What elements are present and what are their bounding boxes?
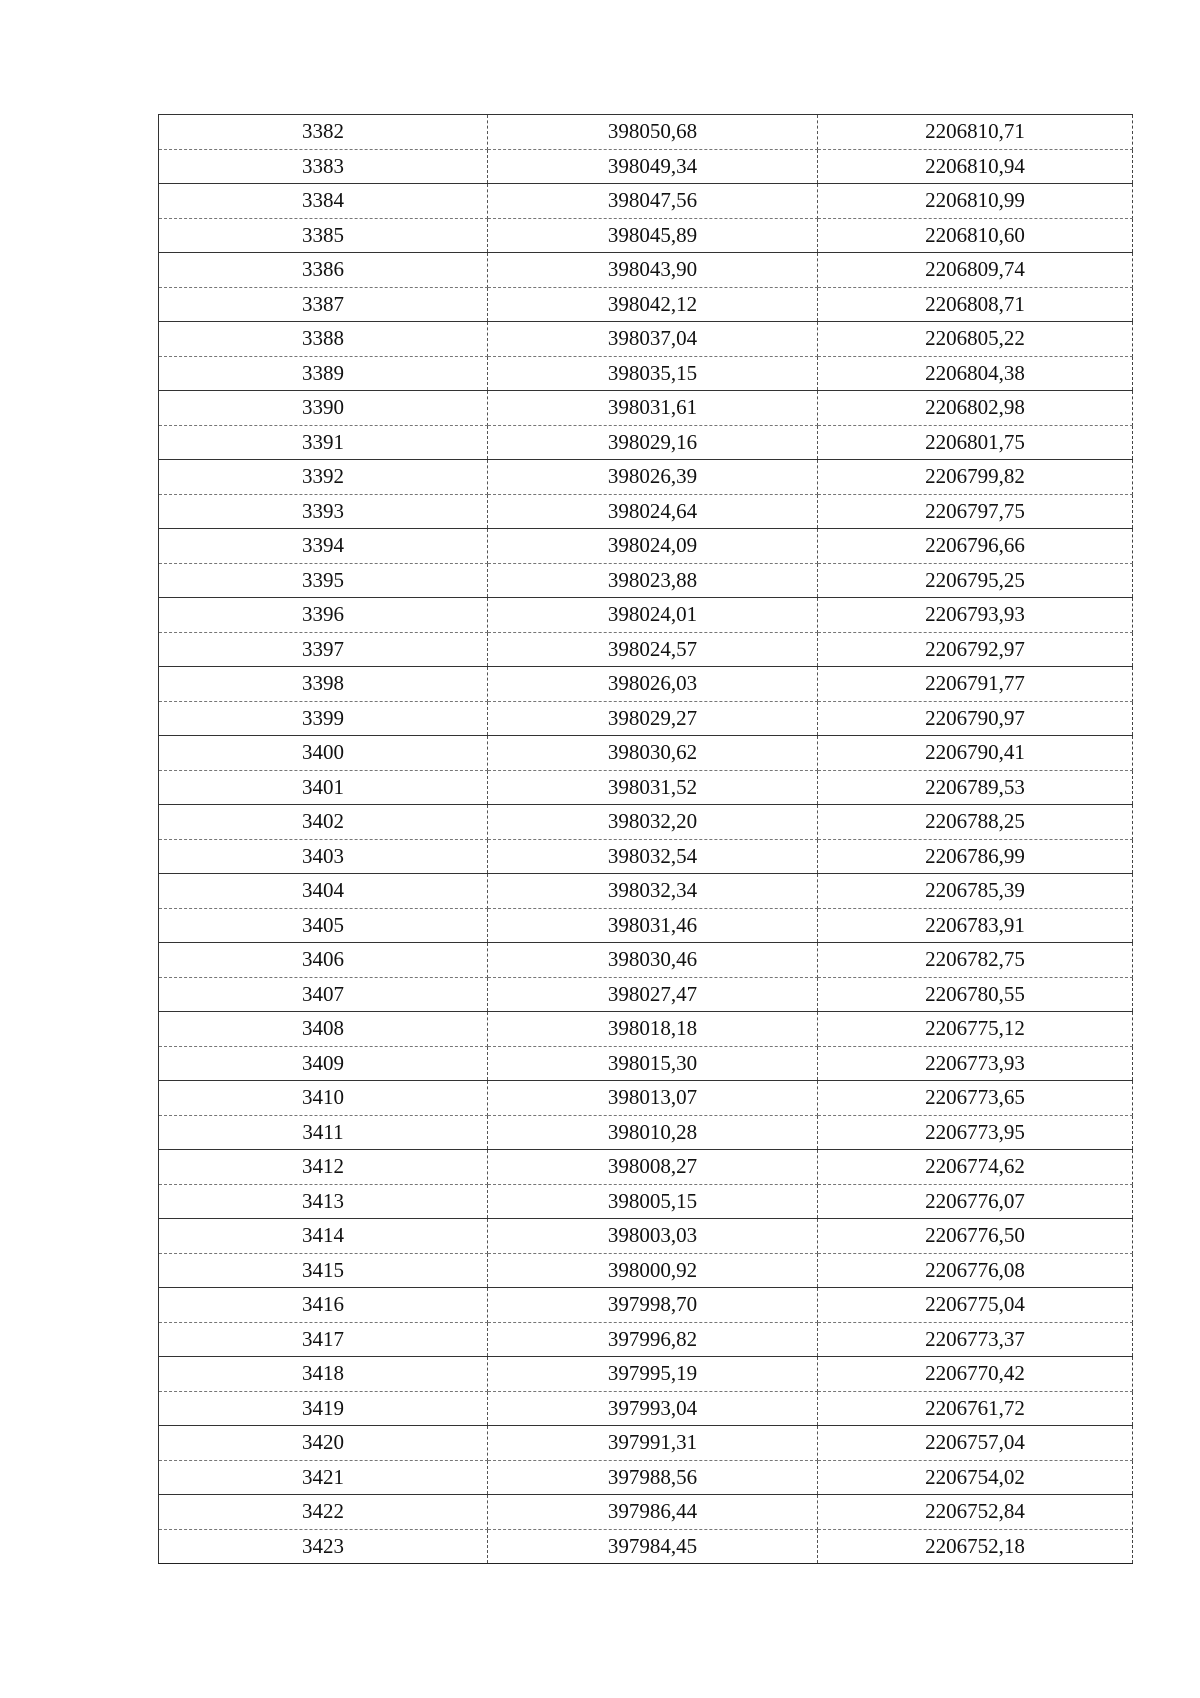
y-coordinate-cell: 2206793,93 [818,598,1133,633]
table-row [159,218,1133,253]
x-coordinate-cell: 398031,46 [488,908,818,943]
point-number-cell: 3421 [159,1460,488,1495]
x-coordinate-cell: 398008,27 [488,1150,818,1185]
point-number-cell: 3388 [159,322,488,357]
x-coordinate-cell: 398035,15 [488,356,818,391]
y-coordinate-cell: 2206790,97 [818,701,1133,736]
table-row [159,874,1133,909]
table-row [159,701,1133,736]
point-number-cell: 3391 [159,425,488,460]
x-coordinate-cell: 398005,15 [488,1184,818,1219]
y-coordinate-cell: 2206774,62 [818,1150,1133,1185]
point-number-cell: 3404 [159,874,488,909]
table-row [159,908,1133,943]
x-coordinate-cell: 398000,92 [488,1253,818,1288]
point-number-cell: 3403 [159,839,488,874]
x-coordinate-cell: 398049,34 [488,149,818,184]
point-number-cell: 3413 [159,1184,488,1219]
point-number-cell: 3387 [159,287,488,322]
x-coordinate-cell: 398024,09 [488,529,818,564]
table-row [159,736,1133,771]
x-coordinate-cell: 398031,52 [488,770,818,805]
y-coordinate-cell: 2206786,99 [818,839,1133,874]
y-coordinate-cell: 2206775,12 [818,1012,1133,1047]
x-coordinate-cell: 398030,62 [488,736,818,771]
table-row [159,943,1133,978]
point-number-cell: 3422 [159,1495,488,1530]
x-coordinate-cell: 397984,45 [488,1529,818,1564]
y-coordinate-cell: 2206810,94 [818,149,1133,184]
y-coordinate-cell: 2206799,82 [818,460,1133,495]
point-number-cell: 3398 [159,667,488,702]
point-number-cell: 3399 [159,701,488,736]
table-row [159,1322,1133,1357]
table-row [159,460,1133,495]
x-coordinate-cell: 398029,27 [488,701,818,736]
table-row [159,1391,1133,1426]
point-number-cell: 3405 [159,908,488,943]
table-row [159,598,1133,633]
y-coordinate-cell: 2206789,53 [818,770,1133,805]
point-number-cell: 3414 [159,1219,488,1254]
point-number-cell: 3406 [159,943,488,978]
x-coordinate-cell: 398031,61 [488,391,818,426]
y-coordinate-cell: 2206783,91 [818,908,1133,943]
coordinates-table-body [159,115,1133,1564]
point-number-cell: 3416 [159,1288,488,1323]
point-number-cell: 3410 [159,1081,488,1116]
point-number-cell: 3420 [159,1426,488,1461]
y-coordinate-cell: 2206788,25 [818,805,1133,840]
x-coordinate-cell: 397996,82 [488,1322,818,1357]
point-number-cell: 3394 [159,529,488,564]
table-row [159,1012,1133,1047]
point-number-cell: 3409 [159,1046,488,1081]
x-coordinate-cell: 398027,47 [488,977,818,1012]
x-coordinate-cell: 398023,88 [488,563,818,598]
table-row [159,667,1133,702]
x-coordinate-cell: 397991,31 [488,1426,818,1461]
table-row [159,1495,1133,1530]
x-coordinate-cell: 397995,19 [488,1357,818,1392]
x-coordinate-cell: 398042,12 [488,287,818,322]
x-coordinate-cell: 397998,70 [488,1288,818,1323]
x-coordinate-cell: 398010,28 [488,1115,818,1150]
x-coordinate-cell: 398026,03 [488,667,818,702]
table-row [159,839,1133,874]
y-coordinate-cell: 2206761,72 [818,1391,1133,1426]
table-row [159,391,1133,426]
table-row [159,149,1133,184]
y-coordinate-cell: 2206754,02 [818,1460,1133,1495]
point-number-cell: 3417 [159,1322,488,1357]
point-number-cell: 3418 [159,1357,488,1392]
y-coordinate-cell: 2206809,74 [818,253,1133,288]
table-row [159,1288,1133,1323]
y-coordinate-cell: 2206792,97 [818,632,1133,667]
y-coordinate-cell: 2206773,95 [818,1115,1133,1150]
point-number-cell: 3396 [159,598,488,633]
table-row [159,1357,1133,1392]
x-coordinate-cell: 398032,20 [488,805,818,840]
point-number-cell: 3407 [159,977,488,1012]
y-coordinate-cell: 2206797,75 [818,494,1133,529]
y-coordinate-cell: 2206801,75 [818,425,1133,460]
point-number-cell: 3401 [159,770,488,805]
point-number-cell: 3402 [159,805,488,840]
x-coordinate-cell: 397986,44 [488,1495,818,1530]
y-coordinate-cell: 2206808,71 [818,287,1133,322]
point-number-cell: 3411 [159,1115,488,1150]
x-coordinate-cell: 398013,07 [488,1081,818,1116]
y-coordinate-cell: 2206782,75 [818,943,1133,978]
table-row [159,1460,1133,1495]
y-coordinate-cell: 2206796,66 [818,529,1133,564]
x-coordinate-cell: 398018,18 [488,1012,818,1047]
point-number-cell: 3389 [159,356,488,391]
table-row [159,632,1133,667]
x-coordinate-cell: 398024,64 [488,494,818,529]
y-coordinate-cell: 2206773,37 [818,1322,1133,1357]
table-row [159,977,1133,1012]
y-coordinate-cell: 2206770,42 [818,1357,1133,1392]
x-coordinate-cell: 398029,16 [488,425,818,460]
y-coordinate-cell: 2206773,93 [818,1046,1133,1081]
table-row [159,1081,1133,1116]
point-number-cell: 3412 [159,1150,488,1185]
x-coordinate-cell: 398047,56 [488,184,818,219]
point-number-cell: 3390 [159,391,488,426]
table-row [159,1115,1133,1150]
y-coordinate-cell: 2206804,38 [818,356,1133,391]
point-number-cell: 3392 [159,460,488,495]
y-coordinate-cell: 2206775,04 [818,1288,1133,1323]
x-coordinate-cell: 398024,01 [488,598,818,633]
y-coordinate-cell: 2206757,04 [818,1426,1133,1461]
point-number-cell: 3386 [159,253,488,288]
table-row [159,322,1133,357]
y-coordinate-cell: 2206802,98 [818,391,1133,426]
y-coordinate-cell: 2206785,39 [818,874,1133,909]
table-row [159,1184,1133,1219]
x-coordinate-cell: 398003,03 [488,1219,818,1254]
x-coordinate-cell: 398032,54 [488,839,818,874]
x-coordinate-cell: 398045,89 [488,218,818,253]
point-number-cell: 3383 [159,149,488,184]
table-row [159,1426,1133,1461]
y-coordinate-cell: 2206780,55 [818,977,1133,1012]
table-row [159,529,1133,564]
x-coordinate-cell: 398015,30 [488,1046,818,1081]
table-row [159,184,1133,219]
table-row [159,1253,1133,1288]
y-coordinate-cell: 2206752,84 [818,1495,1133,1530]
table-row [159,1046,1133,1081]
y-coordinate-cell: 2206795,25 [818,563,1133,598]
y-coordinate-cell: 2206776,07 [818,1184,1133,1219]
point-number-cell: 3395 [159,563,488,598]
x-coordinate-cell: 397988,56 [488,1460,818,1495]
table-row [159,770,1133,805]
x-coordinate-cell: 398032,34 [488,874,818,909]
point-number-cell: 3419 [159,1391,488,1426]
y-coordinate-cell: 2206810,71 [818,115,1133,150]
table-row [159,425,1133,460]
y-coordinate-cell: 2206810,99 [818,184,1133,219]
point-number-cell: 3384 [159,184,488,219]
point-number-cell: 3397 [159,632,488,667]
table-row [159,1219,1133,1254]
table-row [159,115,1133,150]
table-row [159,1529,1133,1564]
y-coordinate-cell: 2206776,50 [818,1219,1133,1254]
x-coordinate-cell: 398037,04 [488,322,818,357]
coordinates-table [158,114,1133,1564]
y-coordinate-cell: 2206776,08 [818,1253,1133,1288]
point-number-cell: 3408 [159,1012,488,1047]
x-coordinate-cell: 397993,04 [488,1391,818,1426]
x-coordinate-cell: 398030,46 [488,943,818,978]
y-coordinate-cell: 2206810,60 [818,218,1133,253]
y-coordinate-cell: 2206791,77 [818,667,1133,702]
point-number-cell: 3385 [159,218,488,253]
point-number-cell: 3382 [159,115,488,150]
y-coordinate-cell: 2206752,18 [818,1529,1133,1564]
y-coordinate-cell: 2206805,22 [818,322,1133,357]
table-row [159,1150,1133,1185]
table-row [159,287,1133,322]
table-row [159,356,1133,391]
x-coordinate-cell: 398026,39 [488,460,818,495]
table-row [159,253,1133,288]
y-coordinate-cell: 2206773,65 [818,1081,1133,1116]
point-number-cell: 3400 [159,736,488,771]
point-number-cell: 3423 [159,1529,488,1564]
point-number-cell: 3393 [159,494,488,529]
point-number-cell: 3415 [159,1253,488,1288]
x-coordinate-cell: 398043,90 [488,253,818,288]
table-row [159,494,1133,529]
x-coordinate-cell: 398050,68 [488,115,818,150]
table-row [159,805,1133,840]
y-coordinate-cell: 2206790,41 [818,736,1133,771]
table-row [159,563,1133,598]
x-coordinate-cell: 398024,57 [488,632,818,667]
